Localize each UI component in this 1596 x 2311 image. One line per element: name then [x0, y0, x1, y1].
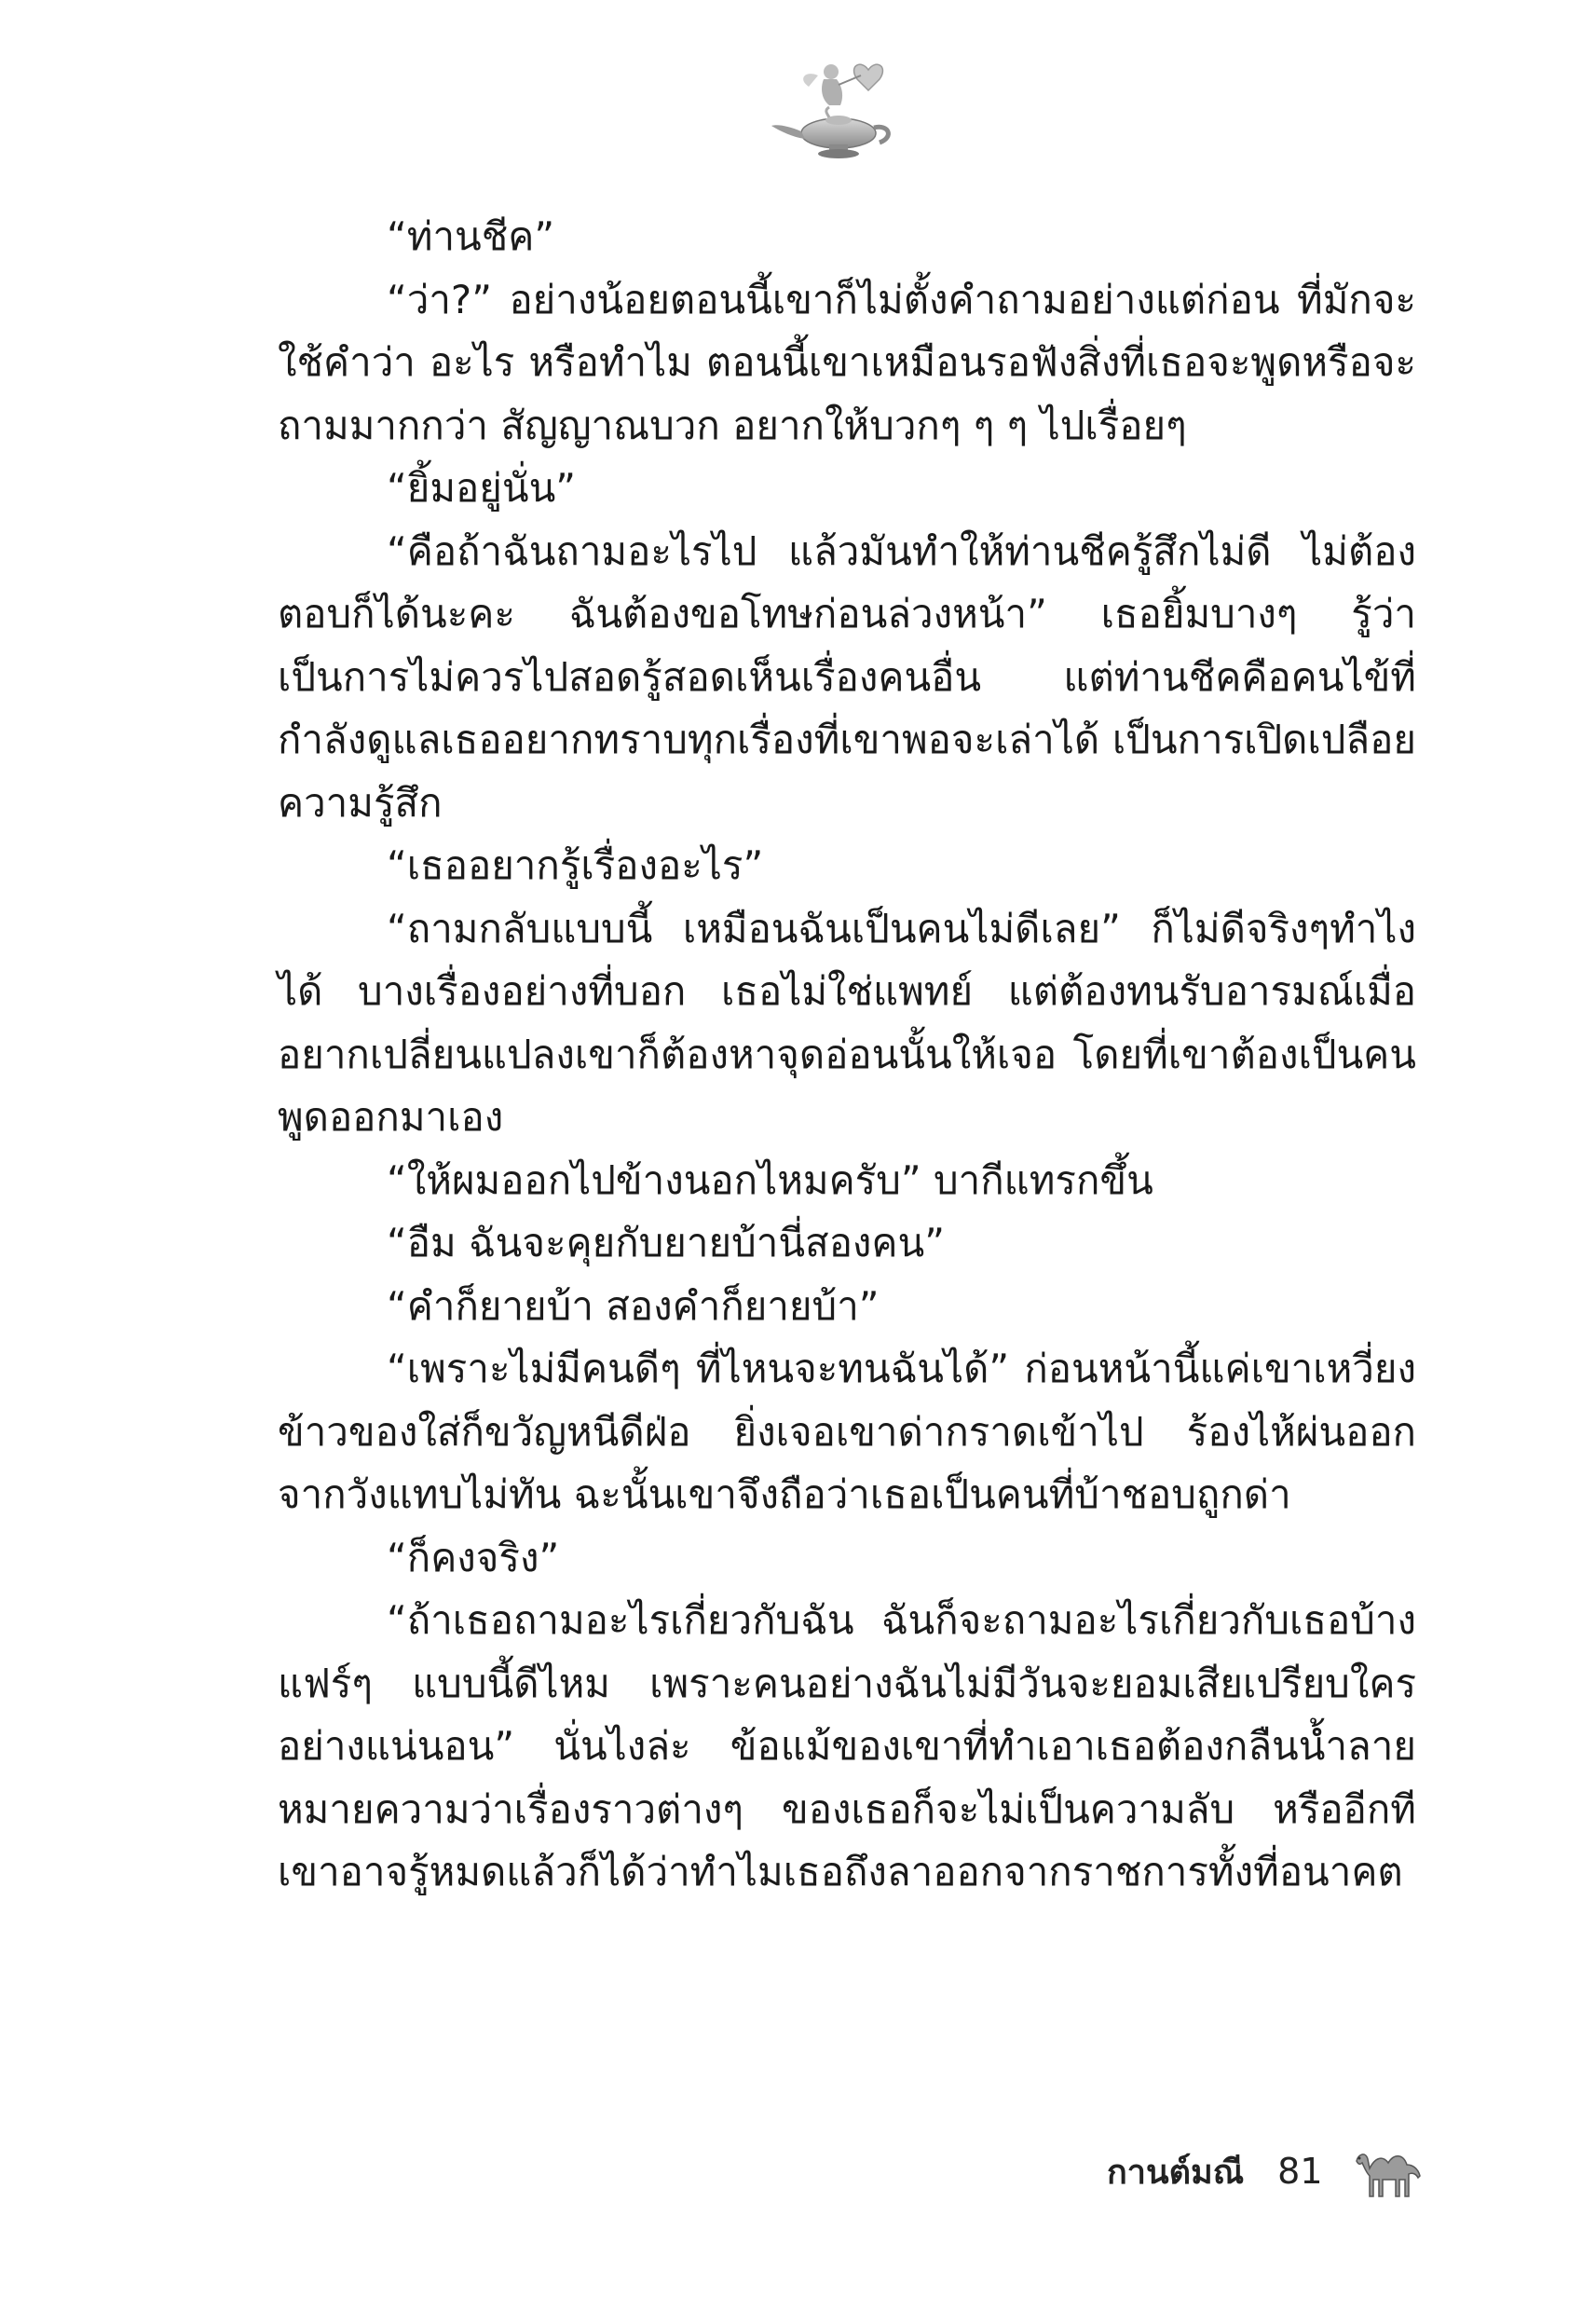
paragraph: “เพราะไม่มีคนดีๆ ที่ไหนจะทนฉันได้” ก่อนหน้านี้แค่เขาเหวี่ยงข้าวของใส่ก็ขวัญหนีดีฝ่อ ยิ่งเจอเขาด่ากราดเข้าไป ร้องไห้ผ่นออกจากวังแทบไม่ทัน ฉะนั้นเขาจึงถือว่าเธอเป็นคนที่บ้าชอบถูกด่า [278, 1346, 1416, 1517]
paragraph: “เธออยากรู้เรื่องอะไร” [387, 842, 764, 888]
paragraph: “ก็คงจริง” [387, 1534, 560, 1580]
paragraph: “คือถ้าฉันถามอะไรไป แล้วมันทำให้ท่านชีครู้สึกไม่ดี ไม่ต้องตอบก็ได้นะคะ ฉันต้องขอโทษก่อนล่วงหน้า” เธอยิ้มบางๆ รู้ว่าเป็นการไม่ควรไปสอดรู้สอดเห็นเรื่องคนอื่น แต่ท่านชีคคือคนไข้ที่กำลังดูแลเธออยากทราบทุกเรื่องที่เขาพอจะเล่าได้ เป็นการเปิดเปลือยความรู้สึก [278, 527, 1416, 826]
story-text [278, 205, 1416, 1904]
paragraph: “ท่านชีค” [387, 213, 555, 259]
paragraph: “ให้ผมออกไปข้างนอกไหมครับ” บากีแทรกขึ้น [387, 1156, 1153, 1203]
page-footer [1107, 2134, 1429, 2208]
book-title: กานต์มณี [1107, 2153, 1245, 2192]
paragraph: “อืม ฉันจะคุยกับยายบ้านี่สองคน” [387, 1220, 945, 1265]
paragraph: “คำก็ยายบ้า สองคำก็ยายบ้า” [387, 1282, 880, 1329]
camel-icon [1351, 2140, 1429, 2202]
page-number: 81 [1277, 2151, 1323, 2192]
paragraph: “ยิ้มอยู่นั่น” [387, 465, 577, 511]
genie-lamp-cupid-icon [764, 51, 913, 163]
paragraph: “ถ้าเธอถามอะไรเกี่ยวกับฉัน ฉันก็จะถามอะไรเกี่ยวกับเธอบ้างแฟร์ๆ แบบนี้ดีไหม เพราะคนอย่างฉันไม่มีวันจะยอมเสียเปรียบใครอย่างแน่นอน” นั่นไงล่ะ ข้อแม้ของเขาที่ทำเอาเธอต้องกลืนน้ำลายหมายความว่าเรื่องราวต่างๆ ของเธอก็จะไม่เป็นความลับ หรืออีกทีเขาอาจรู้หมดแล้วก็ได้ว่าทำไมเธอถึงลาออกจากราชการทั้งที่อนาคต [278, 1597, 1416, 1894]
paragraph: “ว่า?” อย่างน้อยตอนนี้เขาก็ไม่ตั้งคำถามอย่างแต่ก่อน ที่มักจะใช้คำว่า อะไร หรือทำไม ตอนนี้เขาเหมือนรอฟังสิ่งที่เธอจะพูดหรือจะถามมากกว่า สัญญาณบวก อยากให้บวกๆ ๆ ๆ ไปเรื่อยๆ [278, 276, 1416, 448]
paragraph: “ถามกลับแบบนี้ เหมือนฉันเป็นคนไม่ดีเลย” ก็ไม่ดีจริงๆทำไงได้ บางเรื่องอย่างที่บอก เธอไม่ใช่แพทย์ แต่ต้องทนรับอารมณ์เมื่ออยากเปลี่ยนแปลงเขาก็ต้องหาจุดอ่อนนั้นให้เจอ โดยที่เขาต้องเป็นคนพูดออกมาเอง [278, 905, 1416, 1140]
